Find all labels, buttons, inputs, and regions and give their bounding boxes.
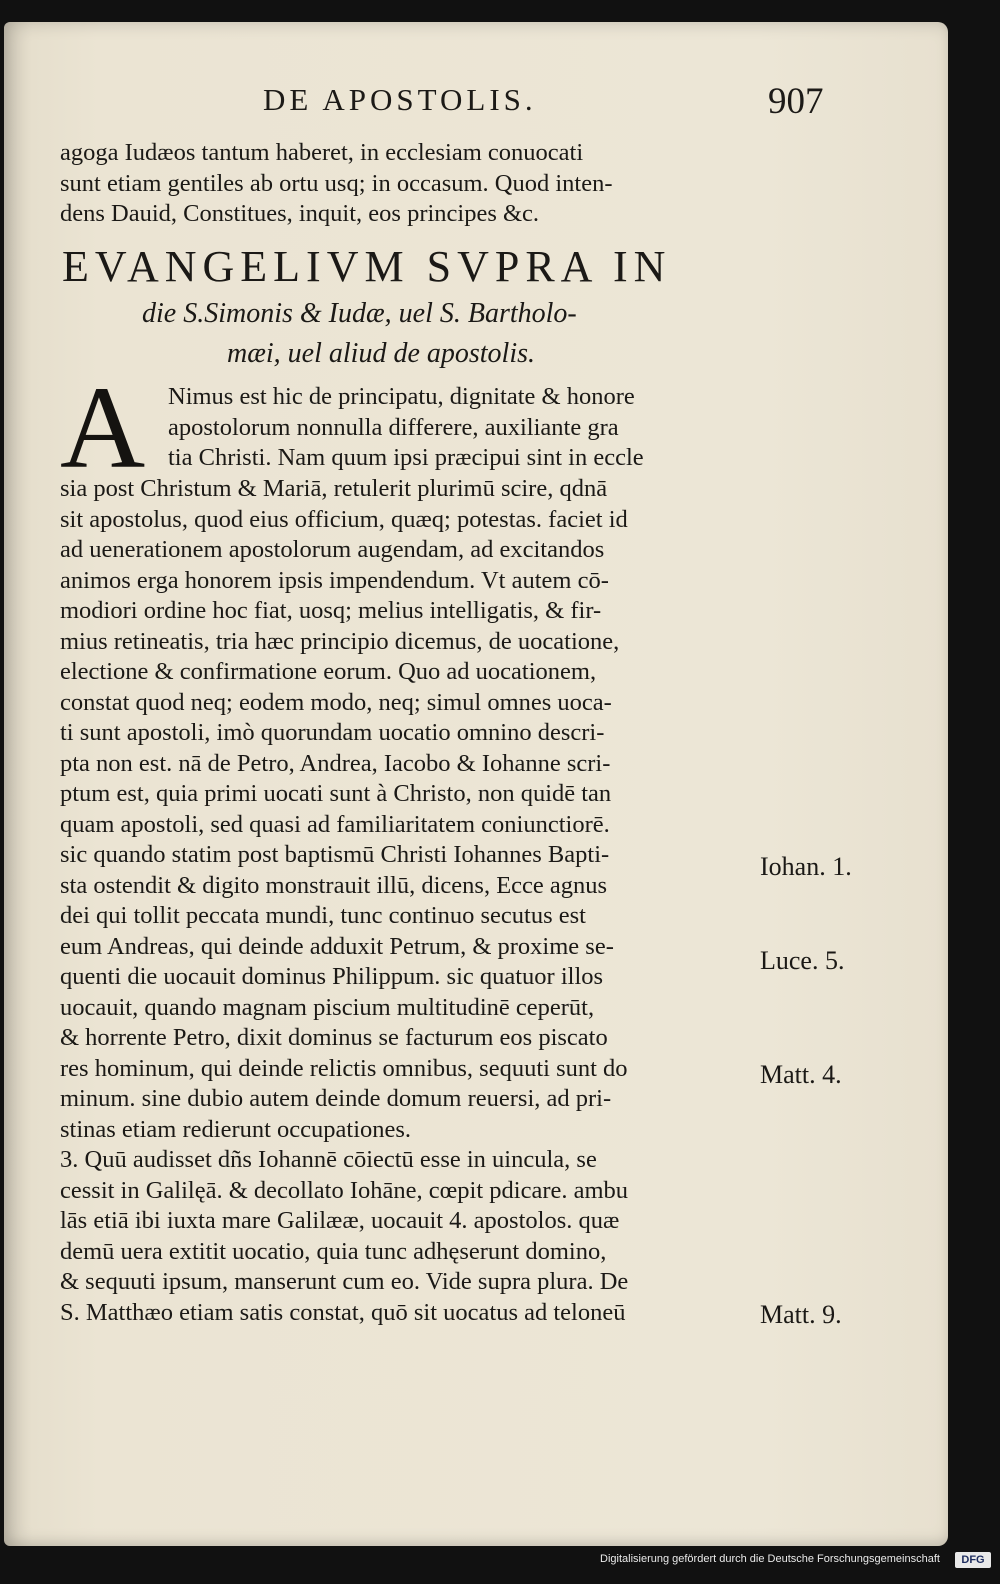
dfg-logo: DFG bbox=[955, 1552, 991, 1568]
text-line: cessit in Galilęā. & decollato Iohāne, cœpit pdicare. ambu bbox=[60, 1176, 629, 1204]
marginal-note-luce: Luce. 5. bbox=[760, 946, 845, 975]
text-line: sta ostendit & digito monstrauit illū, dicens, Ecce agnus bbox=[60, 871, 608, 899]
drop-cap-text bbox=[168, 382, 768, 474]
text-line: quenti die uocauit dominus Philippum. sic quatuor illos bbox=[60, 963, 604, 990]
text-line: sit apostolus, quod eius officium, quæq; potestas. faciet id bbox=[60, 505, 628, 533]
text-line: animos erga honorem ipsis impendendum. Vt autem cō- bbox=[60, 566, 609, 594]
text-line: modiori ordine hoc fiat, uosq; melius intelligatis, & fir- bbox=[60, 597, 602, 624]
text-line: & horrente Petro, dixit dominus se facturum eos piscato bbox=[60, 1024, 608, 1051]
text-line: electione & confirmatione eorum. Quo ad uocationem, bbox=[60, 658, 597, 685]
text-line: eum Andreas, qui deinde adduxit Petrum, & proxime se- bbox=[60, 932, 614, 960]
text-line: lās etiā ibi iuxta mare Galilææ, uocauit 4. apostolos. quæ bbox=[60, 1207, 620, 1234]
text-line: 3. Quū audisset dñs Iohannē cōiectū esse in uincula, se bbox=[60, 1146, 597, 1173]
text-line: pta non est. nā de Petro, Andrea, Iacobo & Iohanne scri- bbox=[60, 749, 611, 777]
text-line: agoga Iudæos tantum haberet, in ecclesiam conuocati bbox=[60, 139, 584, 166]
heading-subtitle-line-2: mæi, uel aliud de apostolis. bbox=[227, 338, 535, 369]
text-line: dei qui tollit peccata mundi, tunc continuo secutus est bbox=[60, 902, 586, 929]
text-line: uocauit, quando magnam piscium multitudinē ceperūt, bbox=[60, 993, 595, 1021]
text-line: mius retineatis, tria hæc principio dicemus, de uocatione, bbox=[60, 627, 620, 655]
marginal-note-johan: Iohan. 1. bbox=[760, 852, 852, 881]
main-paragraph bbox=[60, 474, 760, 1328]
running-head: DE APOSTOLIS. bbox=[263, 82, 537, 117]
text-line: S. Matthæo etiam satis constat, quō sit uocatus ad teloneū bbox=[60, 1298, 626, 1326]
text-line: Nimus est hic de principatu, dignitate & honore bbox=[168, 383, 635, 410]
heading-subtitle-line-1: die S.Simonis & Iudæ, uel S. Bartholo- bbox=[142, 298, 577, 329]
section-heading bbox=[62, 240, 752, 374]
text-line: stinas etiam redierunt occupationes. bbox=[60, 1115, 412, 1143]
text-line: demū uera extitit uocatio, quia tunc adhęserunt domino, bbox=[60, 1237, 607, 1265]
text-line: ptum est, quia primi uocati sunt à Christo, non quidē tan bbox=[60, 780, 612, 807]
text-line: sia post Christum & Mariā, retulerit plurimū scire, qdnā bbox=[60, 475, 608, 502]
text-line: tia Christi. Nam quum ipsi præcipui sint in eccle bbox=[168, 444, 644, 471]
text-line: quam apostoli, sed quasi ad familiaritatem coniunctiorē. bbox=[60, 810, 610, 838]
marginal-note-matt-9: Matt. 9. bbox=[760, 1300, 842, 1329]
intro-paragraph bbox=[60, 138, 760, 230]
text-line: minum. sine dubio autem deinde domum reuersi, ad pri- bbox=[60, 1085, 612, 1112]
text-line: apostolorum nonnulla differere, auxiliante gra bbox=[168, 413, 619, 441]
text-line: constat quod neq; eodem modo, neq; simul omnes uoca- bbox=[60, 688, 612, 716]
marginal-note-matt-4: Matt. 4. bbox=[760, 1060, 842, 1089]
text-line: sunt etiam gentiles ab ortu usq; in occasum. Quod inten- bbox=[60, 169, 613, 197]
text-line: & sequuti ipsum, manserunt cum eo. Vide supra plura. De bbox=[60, 1268, 629, 1295]
text-line: ad uenerationem apostolorum augendam, ad excitandos bbox=[60, 536, 605, 563]
text-line: ti sunt apostoli, imò quorundam uocatio omnino descri- bbox=[60, 719, 605, 746]
text-line: dens Dauid, Constitues, inquit, eos principes &c. bbox=[60, 200, 540, 227]
text-line: res hominum, qui deinde relictis omnibus, sequuti sunt do bbox=[60, 1054, 628, 1082]
drop-cap-initial: A bbox=[60, 362, 146, 493]
page-number: 907 bbox=[768, 81, 824, 122]
digitization-credit: Digitalisierung gefördert durch die Deutsche Forschungsgemeinschaft bbox=[600, 1553, 940, 1565]
heading-title: EVANGELIVM SVPRA IN bbox=[62, 242, 672, 291]
text-line: sic quando statim post baptismū Christi Iohannes Bapti- bbox=[60, 841, 610, 868]
